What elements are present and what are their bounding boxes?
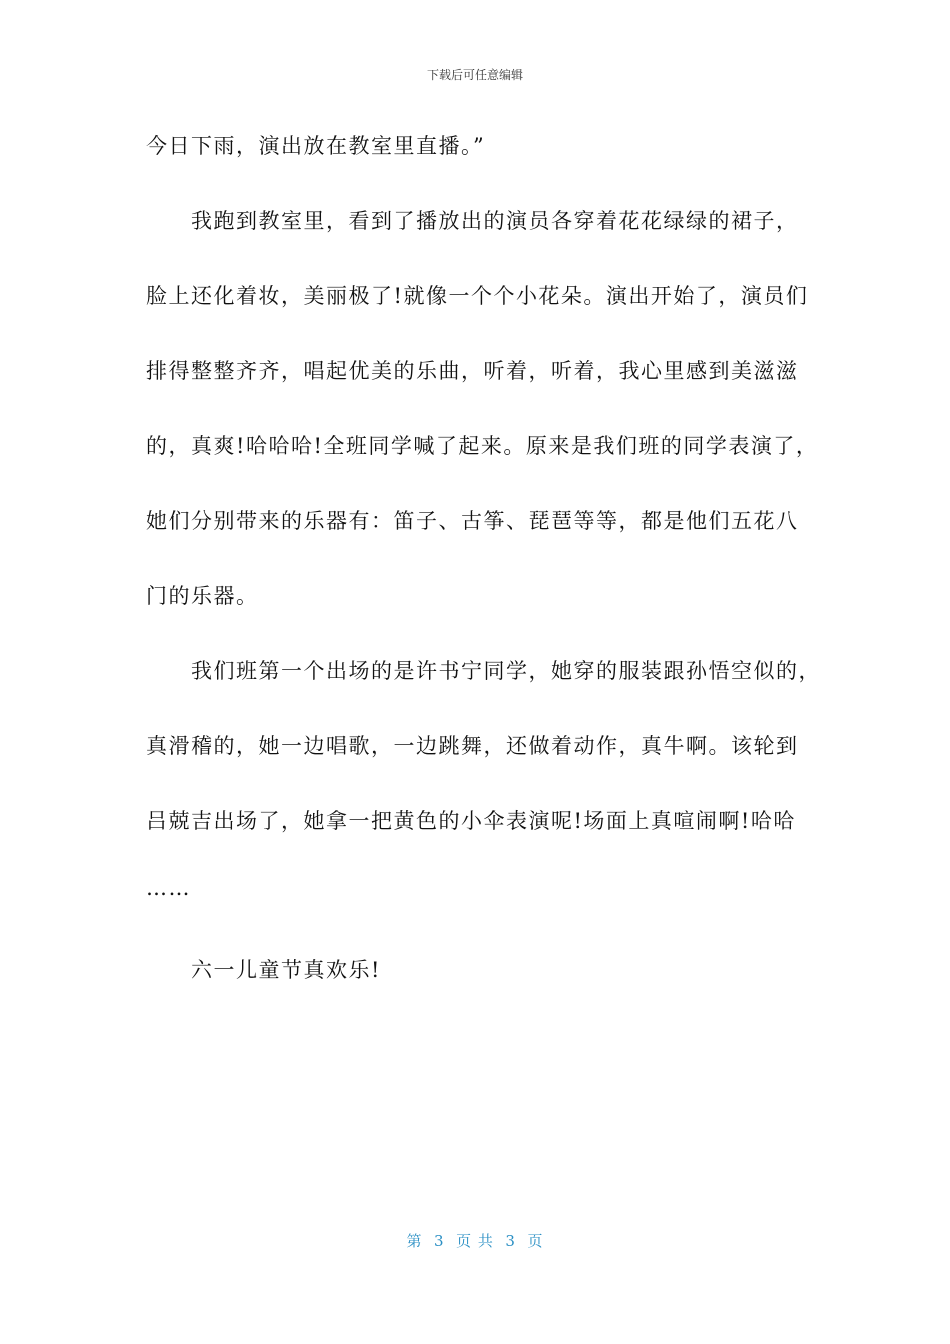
body-line-3: 脸上还化着妆，美丽极了!就像一个个小花朵。演出开始了，演员们 [146, 284, 809, 308]
body-line-11: …… [146, 876, 191, 900]
body-line-1: 今日下雨，演出放在教室里直播。” [146, 134, 486, 158]
body-line-4: 排得整整齐齐，唱起优美的乐曲，听着，听着，我心里感到美滋滋 [146, 359, 799, 383]
page-number: 第 3 页 共 3 页 [406, 1232, 544, 1250]
body-line-8: 我们班第一个出场的是许书宁同学，她穿的服装跟孙悟空似的， [146, 659, 821, 683]
body-line-10: 吕兢吉出场了，她拿一把黄色的小伞表演呢!场面上真喧闹啊!哈哈 [146, 809, 796, 833]
body-line-6: 她们分别带来的乐器有：笛子、古筝、琵琶等等，都是他们五花八 [146, 509, 799, 533]
body-line-5: 的，真爽!哈哈哈!全班同学喊了起来。原来是我们班的同学表演了， [146, 434, 819, 458]
body-line-12: 六一儿童节真欢乐! [146, 958, 381, 982]
page-header: 下载后可任意编辑 [426, 68, 523, 82]
body-line-9: 真滑稽的，她一边唱歌，一边跳舞，还做着动作，真牛啊。该轮到 [146, 734, 799, 758]
body-line-2: 我跑到教室里，看到了播放出的演员各穿着花花绿绿的裙子， [146, 209, 799, 233]
body-line-7: 门的乐器。 [146, 584, 259, 608]
page-footer [0, 1230, 950, 1251]
